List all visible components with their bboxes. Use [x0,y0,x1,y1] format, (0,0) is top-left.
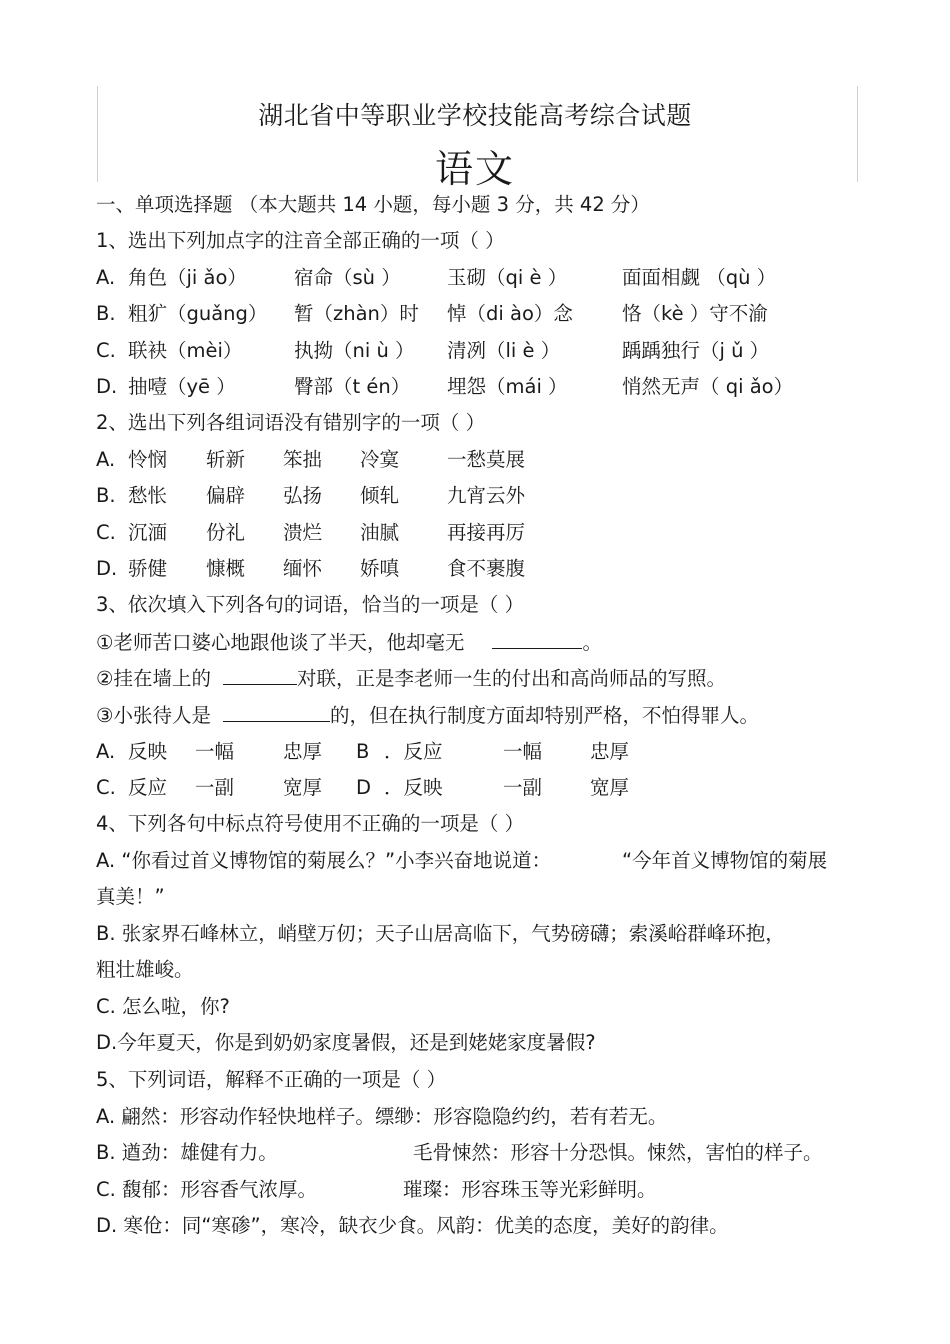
option-item: 一副 [195,776,235,799]
q2-stem: 2、选出下列各组词语没有错别字的一项（ ） [96,411,486,434]
sentence-text: 的，但在执行制度方面却特别严格，不怕得罪人。 [329,704,759,727]
option-item: 宿命（sù ） [294,266,401,289]
option-item: 忠厚 [283,740,323,763]
q3-sentence-3 [96,703,759,728]
option-item: 执拗（ni ù ） [294,339,415,362]
option-letter: B. [96,484,116,507]
option-item: 九宵云外 [447,484,526,507]
option-letter: B. [96,302,116,325]
option-item: ．反映 [384,776,443,799]
option-item: 宽厚 [590,776,630,799]
option-letter: C. [96,776,116,799]
q4-option-b-line2: 粗壮雄峻。 [96,958,194,981]
option-item: 悄然无声（ qi ǎo） [622,375,794,398]
option-item: 娇嗔 [360,557,400,580]
sentence-text: ①老师苦口婆心地跟他谈了半天，他却毫无 [96,631,465,654]
option-item: 冷寞 [360,448,400,471]
option-item: 角色（ji ǎo） [128,266,247,289]
option-item: 宽厚 [283,776,323,799]
option-letter: A. [96,266,116,289]
option-item: 面面相觑 （qù ） [622,266,777,289]
option-item: 一愁莫展 [447,448,526,471]
option-item: ．反应 [384,740,443,763]
q1-stem: 1、选出下列加点字的注音全部正确的一项（ ） [96,229,505,252]
option-item: 缅怀 [283,557,323,580]
option-item: 溃烂 [283,521,323,544]
option-item: 愁怅 [128,484,168,507]
option-letter: D. [96,375,118,398]
option-item: 骄健 [128,557,168,580]
option-item: 臀部（t én） [294,375,411,398]
option-item: 恪（kè ）守不渝 [622,302,768,325]
option-item: 埋怨（mái ） [447,375,568,398]
option-item: 弘扬 [283,484,323,507]
sentence-text: ②挂在墙上的 [96,667,211,690]
option-item: 份礼 [206,521,246,544]
option-letter: D. [96,557,118,580]
fill-blank [223,703,330,722]
option-item: 笨拙 [283,448,323,471]
option-item: 一幅 [195,740,235,763]
option-item: 慷概 [206,557,246,580]
q4-option-d: D.今年夏天，你是到奶奶家度暑假，还是到姥姥家度暑假? [96,1031,596,1054]
option-item: 一副 [503,776,543,799]
option-text: C. 馥郁：形容香气浓厚。 [96,1178,318,1201]
option-item: 清冽（li è ） [447,339,561,362]
option-item: 一幅 [503,740,543,763]
option-item: 玉砌（qi è ） [447,266,568,289]
q4-stem: 4、下列各句中标点符号使用不正确的一项是（ ） [96,812,525,835]
option-item: 食不裹腹 [447,557,526,580]
q4-option-c: C. 怎么啦，你? [96,995,230,1018]
option-item: 粗犷（guǎng） [128,302,268,325]
sentence-text: 。 [582,631,602,654]
sentence-text: 对联，正是李老师一生的付出和高尚师品的写照。 [296,667,726,690]
option-text: “今年首义博物馆的菊展 [622,849,828,872]
option-item: 偏辟 [206,484,246,507]
option-letter: B [356,740,370,763]
option-letter: C. [96,339,116,362]
exam-title: 湖北省中等职业学校技能高考综合试题 [258,101,692,130]
option-item: 反应 [128,776,168,799]
option-item: 再接再厉 [447,521,526,544]
q4-option-a-line2: 真美！” [96,885,165,908]
option-letter: A. [96,740,116,763]
option-item: 怜悯 [128,448,168,471]
option-item: 悼（di ào）念 [447,302,573,325]
option-item: 沉湎 [128,521,168,544]
option-item: 忠厚 [590,740,630,763]
option-letter: C. [96,521,116,544]
q3-sentence-1 [96,630,602,655]
option-item: 暂（zhàn）时 [294,302,419,325]
fill-blank [492,630,582,649]
q4-option-b-line1: B. 张家界石峰林立，峭壁万仞；天子山居高临下，气势磅礴；索溪峪群峰环抱， [96,922,785,945]
fill-blank [223,666,297,685]
exam-subject: 语文 [434,147,515,191]
section-heading: 一、单项选择题 （本大题共 14 小题，每小题 3 分，共 42 分） [96,193,650,216]
option-item: 抽噎（yē ） [128,375,236,398]
q5-option-d: D. 寒伧：同“寒碜”，寒冷，缺衣少食。风韵：优美的态度，美好的韵律。 [96,1214,729,1237]
option-item: 斩新 [206,448,246,471]
q3-sentence-2 [96,666,726,691]
option-letter: A. [96,448,116,471]
sentence-text: ③小张待人是 [96,704,211,727]
option-item: 踽踽独行（j ǔ ） [622,339,770,362]
q5-stem: 5、下列词语，解释不正确的一项是（ ） [96,1068,447,1091]
option-text: A. “你看过首义博物馆的菊展么？”小李兴奋地说道： [96,849,552,872]
option-text: B. 遒劲：雄健有力。 [96,1141,278,1164]
option-text: 毛骨悚然：形容十分恐惧。悚然，害怕的样子。 [413,1141,823,1164]
option-item: 反映 [128,740,168,763]
option-letter: D [356,776,372,799]
option-item: 倾轧 [360,484,400,507]
option-text: 璀璨：形容珠玉等光彩鲜明。 [403,1178,657,1201]
q3-stem: 3、依次填入下列各句的词语，恰当的一项是（ ） [96,593,525,616]
option-item: 油腻 [360,521,400,544]
option-item: 联袂（mèi） [128,339,243,362]
q5-option-a: A. 翩然：形容动作轻快地样子。缥缈：形容隐隐约约，若有若无。 [96,1105,668,1128]
